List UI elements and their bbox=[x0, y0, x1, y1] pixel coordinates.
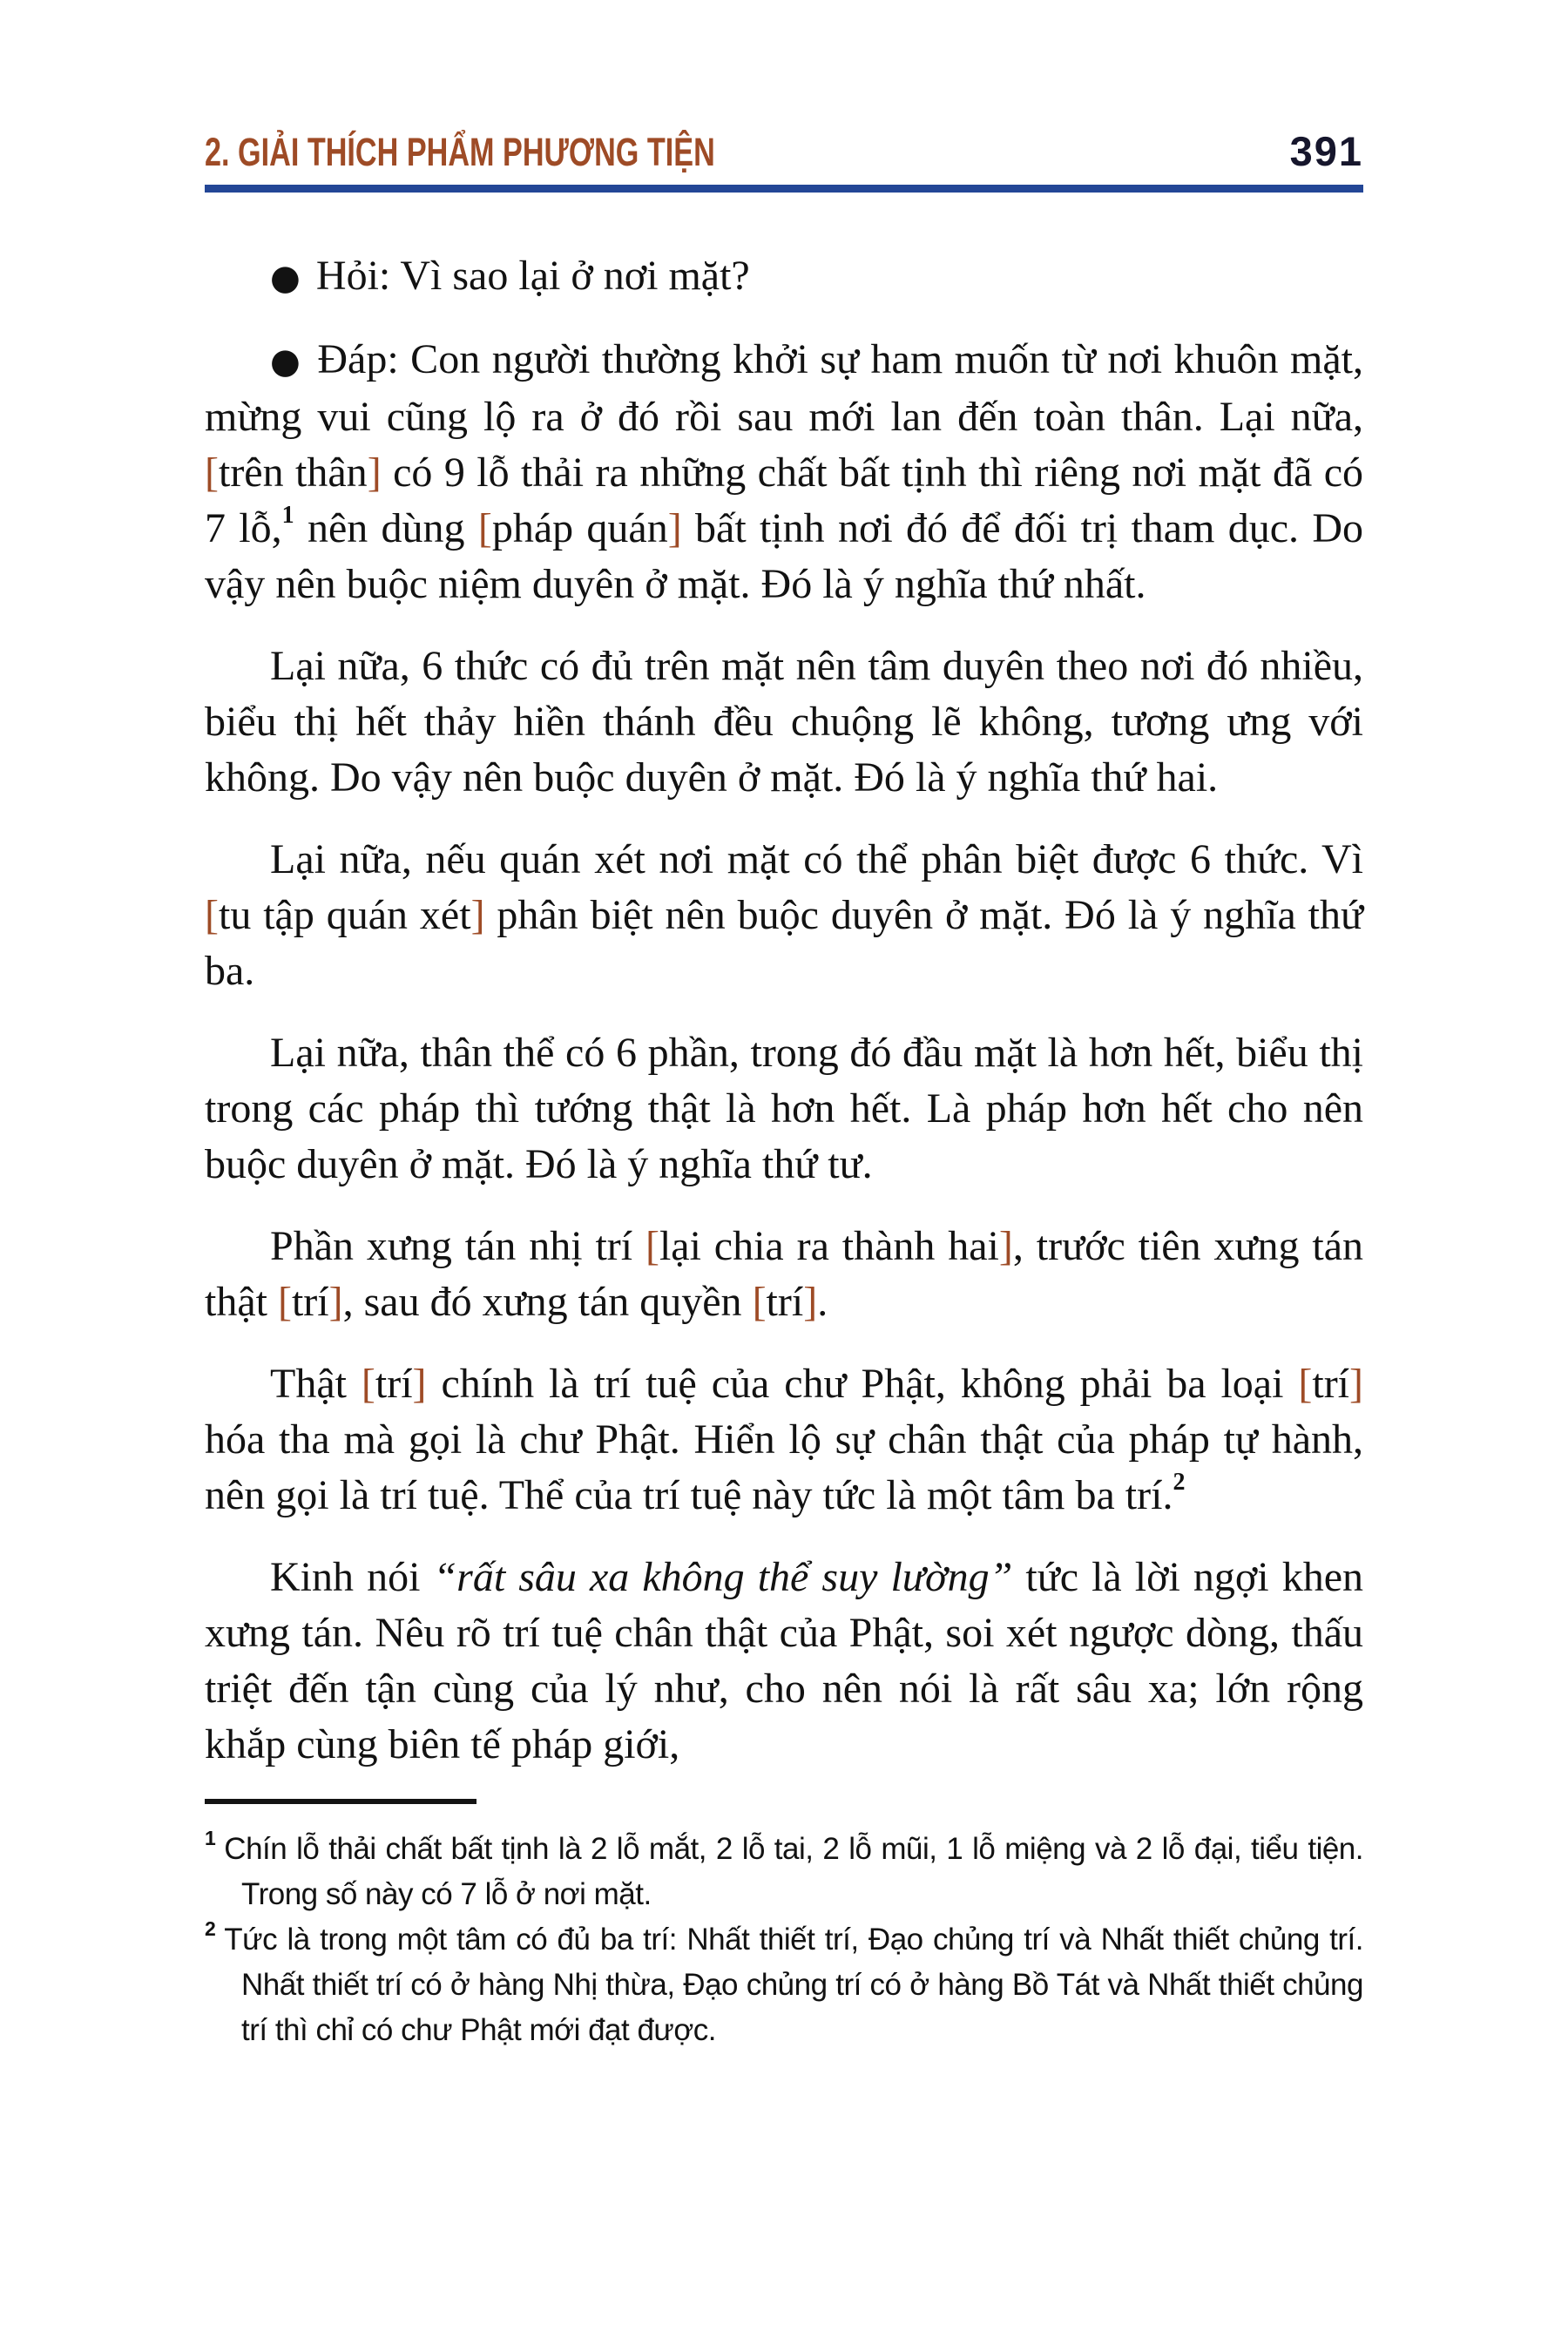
footnote-separator bbox=[205, 1799, 476, 1804]
page-number: 391 bbox=[1289, 128, 1363, 174]
text-run: nên dùng bbox=[294, 505, 478, 551]
text-run: Hỏi: Vì sao lại ở nơi mặt? bbox=[315, 253, 750, 299]
bracket-accent: [ bbox=[645, 1223, 659, 1269]
bullet-icon: ● bbox=[270, 341, 302, 382]
text-run: , trước tiên xưng tán thật bbox=[205, 1223, 1363, 1325]
bracket-accent: ] bbox=[1349, 1361, 1363, 1407]
text-run: Kinh nói bbox=[270, 1554, 434, 1600]
footnote bbox=[205, 1827, 1363, 1917]
text-run: trí bbox=[766, 1279, 804, 1325]
text-run: Phần xưng tán nhị trí bbox=[270, 1223, 645, 1269]
quoted-phrase: “rất sâu xa không thể suy lường” bbox=[433, 1554, 1013, 1600]
page-header bbox=[205, 127, 1363, 175]
paragraph bbox=[205, 1219, 1363, 1330]
text-run: tu tập quán xét bbox=[218, 892, 471, 938]
text-run: trí bbox=[1312, 1361, 1350, 1407]
text-run: Thật bbox=[270, 1361, 362, 1407]
paragraph bbox=[205, 832, 1363, 999]
text-run: Lại nữa, nếu quán xét nơi mặt có thể phân biệt được 6 thức. Vì bbox=[270, 836, 1363, 882]
text-run: trí bbox=[375, 1361, 413, 1407]
bracket-accent: ] bbox=[412, 1361, 427, 1407]
paragraph bbox=[205, 1356, 1363, 1524]
bracket-accent: ] bbox=[803, 1279, 818, 1325]
footnote-ref: 2 bbox=[1173, 1469, 1186, 1496]
bracket-accent: [ bbox=[1298, 1361, 1313, 1407]
bracket-accent: [ bbox=[277, 1279, 292, 1325]
text-run: Lại nữa, thân thể có 6 phần, trong đó đầu mặt là hơn hết, biểu thị trong các pháp thì tướng thật là hơn hết. Là pháp hơn hết cho nên buộc duyên ở mặt. Đó là ý nghĩa thứ tư. bbox=[205, 1030, 1363, 1187]
text-run: bất tịnh nơi đó để đối trị tham dục. Do vậy nên buộc niệm duyên ở mặt. Đó là ý nghĩa thứ nhất. bbox=[205, 505, 1363, 607]
bullet-icon: ● bbox=[270, 258, 301, 298]
paragraph bbox=[205, 1550, 1363, 1773]
text-run: tức là lời ngợi khen xưng tán. Nêu rõ trí tuệ chân thật của Phật, soi xét ngược dòng, thấu triệt đến tận cùng của lý như, cho nên nói là rất sâu xa; lớn rộng khắp cùng biên tế pháp giới, bbox=[205, 1554, 1364, 1767]
bracket-accent: [ bbox=[361, 1361, 375, 1407]
paragraph bbox=[205, 248, 1363, 306]
text-run: trí bbox=[291, 1279, 329, 1325]
footnotes bbox=[205, 1827, 1363, 2053]
footnote-marker: 2 bbox=[205, 1917, 216, 1940]
bracket-accent: [ bbox=[205, 892, 219, 938]
text-run: Chín lỗ thải chất bất tịnh là 2 lỗ mắt, 2 lỗ tai, 2 lỗ mũi, 1 lỗ miệng và 2 lỗ đại, tiểu tiện. Trong số này có 7 lỗ ở nơi mặt. bbox=[224, 1832, 1363, 1911]
bracket-accent: ] bbox=[470, 892, 485, 938]
bracket-accent: ] bbox=[998, 1223, 1013, 1269]
footnote-ref: 1 bbox=[281, 502, 294, 529]
body-text bbox=[205, 248, 1363, 1773]
text-run: pháp quán bbox=[491, 505, 668, 551]
footnote-marker: 1 bbox=[205, 1827, 216, 1849]
bracket-accent: ] bbox=[367, 449, 382, 496]
footnote bbox=[205, 1917, 1363, 2053]
text-run: trên thân bbox=[218, 449, 368, 496]
bracket-accent: [ bbox=[205, 449, 219, 496]
bracket-accent: [ bbox=[477, 505, 492, 551]
bracket-accent: [ bbox=[752, 1279, 767, 1325]
paragraph bbox=[205, 639, 1363, 806]
header-rule bbox=[205, 185, 1363, 193]
bracket-accent: ] bbox=[667, 505, 682, 551]
text-run: có 9 lỗ thải ra những chất bất tịnh thì riêng nơi mặt đã có 7 lỗ, bbox=[205, 449, 1364, 551]
text-run: Đáp: Con người thường khởi sự ham muốn từ nơi khuôn mặt, mừng vui cũng lộ ra ở đó rồi sau mới lan đến toàn thân. Lại nữa, bbox=[205, 336, 1363, 440]
text-run: . bbox=[817, 1279, 828, 1325]
paragraph bbox=[205, 332, 1363, 612]
text-run: phân biệt nên buộc duyên ở mặt. Đó là ý nghĩa thứ ba. bbox=[205, 892, 1363, 994]
text-run: Tức là trong một tâm có đủ ba trí: Nhất thiết trí, Đạo chủng trí và Nhất thiết chủng trí. Nhất thiết trí có ở hàng Nhị thừa, Đạo chủng trí có ở hàng Bồ Tát và Nhất thiết chủng trí thì chỉ có chư Phật mới đạt được. bbox=[224, 1923, 1363, 2047]
bracket-accent: ] bbox=[328, 1279, 343, 1325]
paragraph bbox=[205, 1025, 1363, 1193]
text-run: lại chia ra thành hai bbox=[659, 1223, 999, 1269]
text-run: , sau đó xưng tán quyền bbox=[342, 1279, 753, 1325]
section-title: 2. GIẢI THÍCH PHẨM PHƯƠNG TIỆN bbox=[205, 130, 715, 174]
text-run: chính là trí tuệ của chư Phật, không phải ba loại bbox=[426, 1361, 1299, 1407]
text-run: hóa tha mà gọi là chư Phật. Hiển lộ sự chân thật của pháp tự hành, nên gọi là trí tuệ. Thể của trí tuệ này tức là một tâm ba trí. bbox=[205, 1416, 1363, 1518]
text-run: Lại nữa, 6 thức có đủ trên mặt nên tâm duyên theo nơi đó nhiều, biểu thị hết thảy hiền thánh đều chuộng lẽ không, tương ưng với không. Do vậy nên buộc duyên ở mặt. Đó là ý nghĩa thứ hai. bbox=[205, 643, 1363, 801]
